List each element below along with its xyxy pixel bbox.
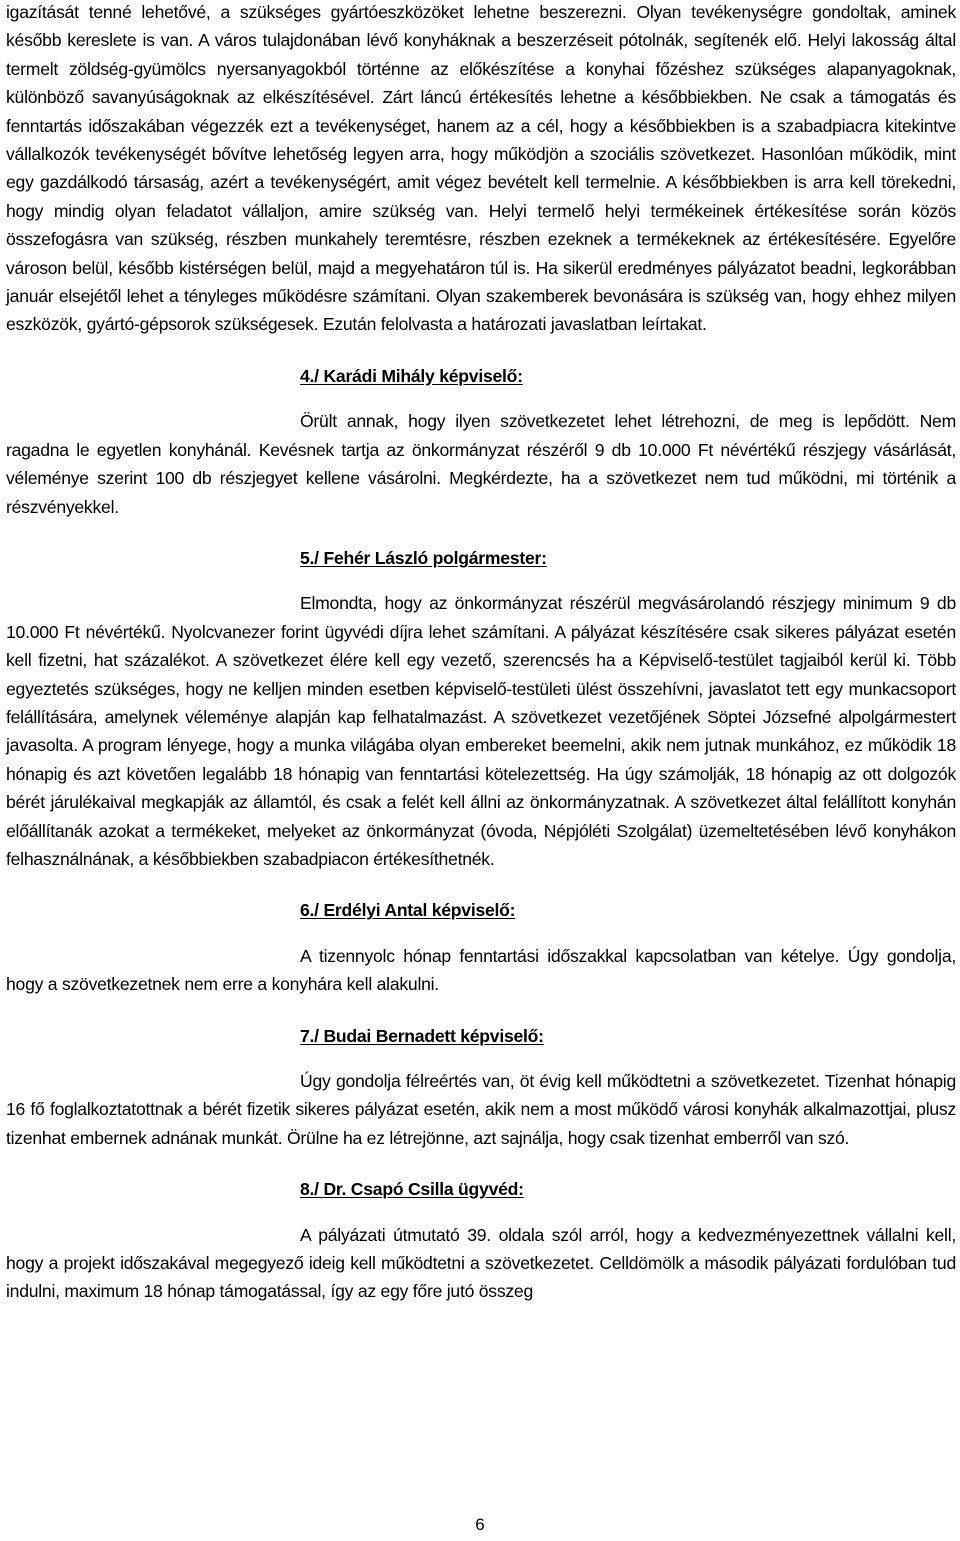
speaker-heading-erdelyi: 6./ Erdélyi Antal képviselő: (300, 900, 516, 921)
speaker-heading-budai: 7./ Budai Bernadett képviselő: (300, 1025, 544, 1046)
speaker-heading-karadi: 4./ Karádi Mihály képviselő: (300, 365, 523, 386)
document-page (6, 0, 956, 1306)
speaker-heading-csapo: 8./ Dr. Csapó Csilla ügyvéd: (300, 1179, 524, 1200)
paragraph-karadi: Örült annak, hogy ilyen szövetkezetet lehet létrehozni, de meg is lepődött. Nem ragadna le egyetlen konyhánál. Kevésnek tartja az önkormányzat részéről 9 db 10.000 Ft névértékű részjegy vásárlását, véleménye szerint 100 db részjegyet kellene vásárolni. Megkérdezte, ha a szövetkezet nem tud működni, mi történik a részvényekkel. (6, 411, 956, 517)
speaker-heading-feher: 5./ Fehér László polgármester: (300, 547, 547, 568)
paragraph-feher: Elmondta, hogy az önkormányzat részérül megvásárolandó részjegy minimum 9 db 10.000 Ft névértékű. Nyolcvanezer forint ügyvédi díjra lehet számítani. A pályázat készítésére csak sikeres pályázat esetén kell fizetni, hat százalékot. A szövetkezet élére kell egy vezető, szerencsés ha a Képviselő-testület tagjaiból kerül ki. Több egyeztetés szükséges, hogy ne kelljen minden esetben képviselő-testületi ülést összehívni, javaslatot tett egy munkacsoport felállítására, amelynek véleménye alapján kap felhatalmazást. A szövetkezet vezetőjének Söptei Józsefné alpolgármestert javasolta. A program lényege, hogy a munka világába olyan embereket beemelni, akik nem jutnak munkához, ez működik 18 hónapig és azt követően legalább 18 hónapig van fenntartási kötelezettség. Ha úgy számolják, 18 hónapig az ott dolgozók bérét járulékaival megkapják az államtól, és csak a felét kell állni az önkormányzatnak. A szövetkezet által felállított konyhán előállítanák azokat a termékeket, melyeket az önkormányzat (óvoda, Népjóléti Szolgálat) üzemeltetésében lévő konyhákon felhasználnának, a későbbiekben szabadpiacon értékesíthetnék. (6, 593, 956, 869)
paragraph-intro: igazítását tenné lehetővé, a szükséges gyártóeszközöket lehetne beszerezni. Olyan tevékenységre gondoltak, aminek később kereslete is van. A város tulajdonában lévő konyháknak a beszerzéseit pótolnák, segítenék elő. Helyi lakosság által termelt zöldség-gyümölcs nyersanyagokból történne az előkészítése a konyhai főzéshez szükséges alapanyagoknak, különböző savanyúságoknak az elkészítésével. Zárt láncú értékesítés lehetne a későbbiekben. Ne csak a támogatás és fenntartás időszakában végezzék ezt a tevékenységet, hanem az a cél, hogy a későbbiekben is a szabadpiacra kitekintve vállalkozók tevékenységét bővítve lehetőség legyen arra, hogy működjön a szociális szövetkezet. Hasonlóan működik, mint egy gazdálkodó társaság, azért a tevékenységért, amit végez bevételt kell termelnie. A későbbiekben is arra kell törekedni, hogy mindig olyan feladatot vállaljon, amire szükség van. Helyi termelő helyi termékeinek értékesítése során közös összefogásra van szükség, részben munkahely teremtésre, részben ezeknek a termékeknek az értékesítésére. Egyelőre városon belül, később kistérségen belül, majd a megyehatáron túl is. Ha sikerül eredményes pályázatot beadni, legkorábban január elsejétől lehet a tényleges működésre számítani. Olyan szakemberek bevonására is szükség van, hogy ehhez milyen eszközök, gyártó-gépsorok szükségesek. Ezután felolvasta a határozati javaslatban leírtakat. (6, 2, 956, 335)
paragraph-erdelyi: A tizennyolc hónap fenntartási időszakkal kapcsolatban van kételye. Úgy gondolja, hogy a szövetkezetnek nem erre a konyhára kell alakulni. (6, 945, 956, 995)
paragraph-csapo: A pályázati útmutató 39. oldala szól arról, hogy a kedvezményezettnek vállalni kell, hogy a projekt időszakával megegyező ideig kell működtetni a szövetkezetet. Celldömölk a második pályázati fordulóban tud indulni, maximum 18 hónap támogatással, így az egy főre jutó összeg (6, 1224, 956, 1302)
page-number: 6 (475, 1515, 485, 1534)
paragraph-budai: Úgy gondolja félreértés van, öt évig kell működtetni a szövetkezetet. Tizenhat hónapig 16 fő foglalkoztatottnak a bérét fizetik sikeres pályázat esetén, akik nem a most működő városi konyhák alkalmazottjai, plusz tizenhat embernek adnának munkát. Örülne ha ez létrejönne, azt sajnálja, hogy csak tizenhat emberről van szó. (6, 1071, 956, 1148)
